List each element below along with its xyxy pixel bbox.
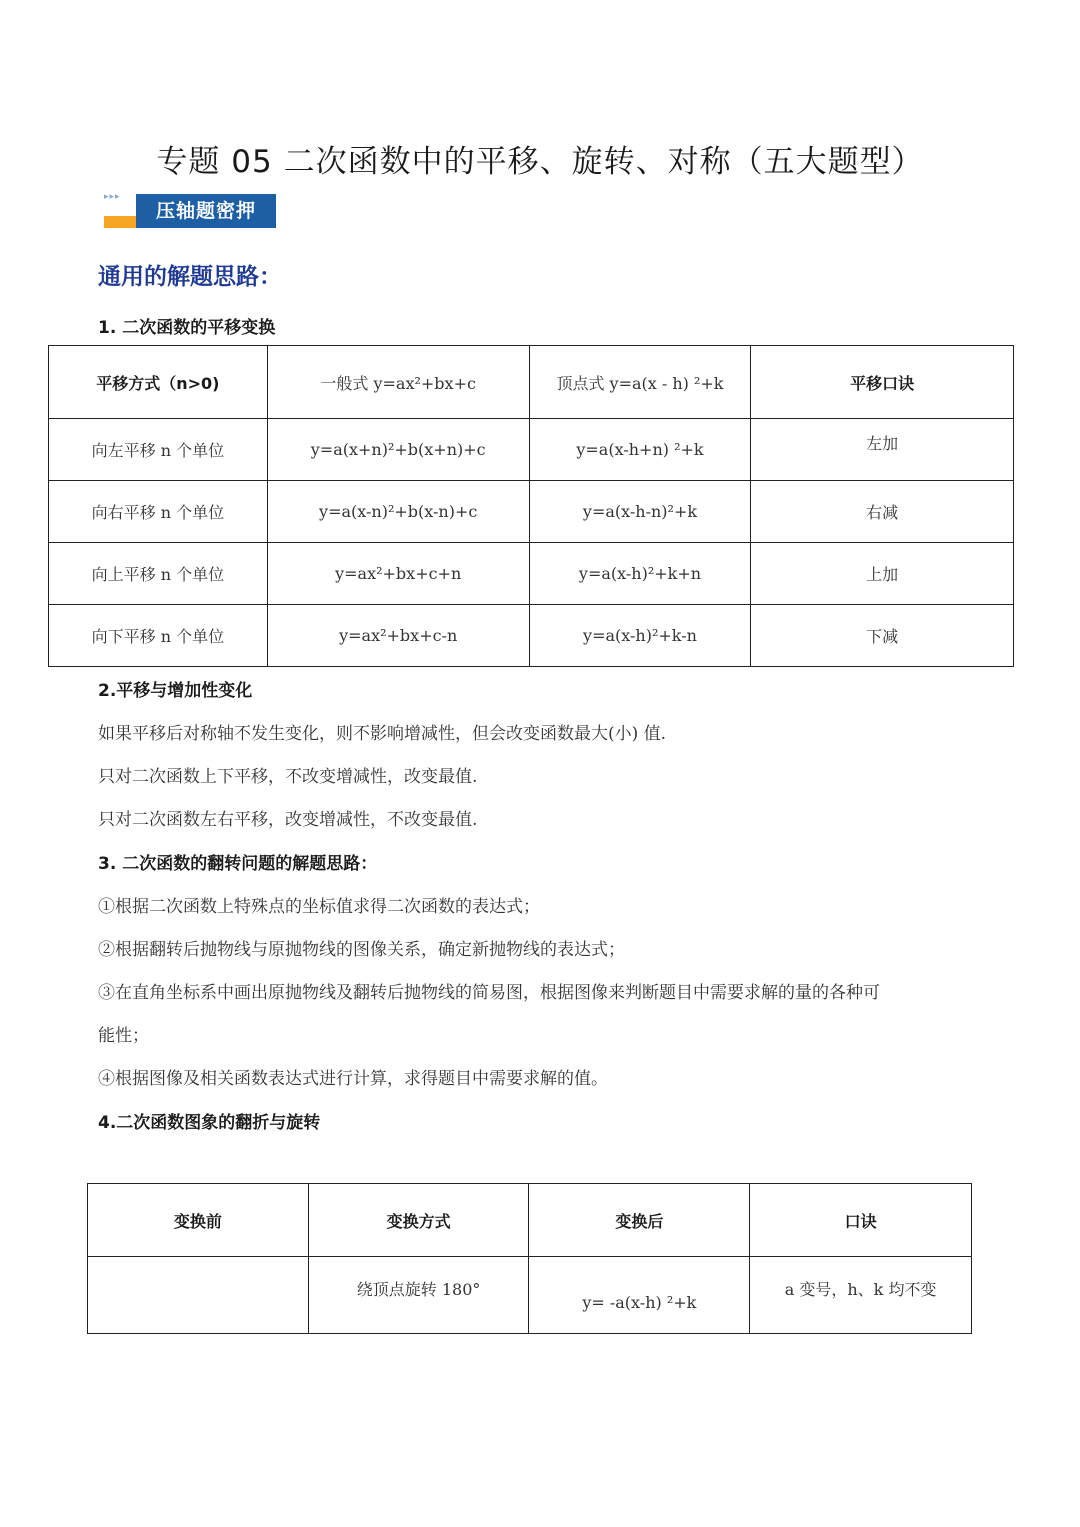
- paragraph-line: ③在直角坐标系中画出原抛物线及翻转后抛物线的简易图，根据图像来判断题目中需要求解的量的各种可: [98, 983, 880, 1003]
- table-cell: y=a(x-n)²+b(x-n)+c: [267, 481, 529, 543]
- table-cell: y=a(x-h)²+k-n: [529, 605, 751, 667]
- section2-title: 2.平移与增加性变化: [98, 681, 253, 701]
- table-row: [88, 1257, 972, 1334]
- paragraph-line: ①根据二次函数上特殊点的坐标值求得二次函数的表达式；: [98, 897, 540, 917]
- table-cell: 绕顶点旋转 180°: [308, 1257, 529, 1334]
- table-row: [49, 605, 1014, 667]
- table-header-row: [49, 346, 1014, 419]
- paragraph-line: 只对二次函数左右平移，改变增减性，不改变最值.: [98, 810, 478, 830]
- paragraph-line: 如果平移后对称轴不发生变化，则不影响增减性，但会改变函数最大(小) 值.: [98, 724, 667, 744]
- table-cell: y=ax²+bx+c-n: [267, 605, 529, 667]
- section3-title: 3. 二次函数的翻转问题的解题思路：: [98, 854, 378, 874]
- table-cell: y=a(x-h-n)²+k: [529, 481, 751, 543]
- general-heading: 通用的解题思路：: [98, 264, 282, 290]
- table-cell: 下减: [751, 605, 1014, 667]
- section1-title: 1. 二次函数的平移变换: [98, 318, 276, 338]
- table-cell: 向右平移 n 个单位: [49, 481, 268, 543]
- paragraph-line: ②根据翻转后抛物线与原抛物线的图像关系，确定新抛物线的表达式；: [98, 940, 625, 960]
- header-cell: 口诀: [750, 1184, 972, 1257]
- header-cell: 顶点式 y=a(x - h) ²+k: [529, 346, 751, 419]
- paragraph-line: 能性；: [98, 1026, 149, 1046]
- table-row: [49, 419, 1014, 481]
- page-title: 专题 05 二次函数中的平移、旋转、对称（五大题型）: [156, 144, 924, 180]
- table-cell: 向左平移 n 个单位: [49, 419, 268, 481]
- table-row: [49, 481, 1014, 543]
- table-cell: 向上平移 n 个单位: [49, 543, 268, 605]
- banner-label: 压轴题密押: [155, 200, 256, 222]
- section-banner: [100, 188, 280, 240]
- header-cell: 一般式 y=ax²+bx+c: [267, 346, 529, 419]
- header-cell: 变换前: [88, 1184, 309, 1257]
- table-cell: 向下平移 n 个单位: [49, 605, 268, 667]
- paragraph-line: ④根据图像及相关函数表达式进行计算，求得题目中需要求解的值。: [98, 1069, 608, 1089]
- header-cell: 平移方式（n>0): [49, 346, 268, 419]
- header-cell: 变换方式: [308, 1184, 529, 1257]
- table-cell: y= -a(x-h) ²+k: [529, 1257, 750, 1334]
- table-cell: 左加: [751, 419, 1014, 481]
- table-cell: [88, 1257, 309, 1334]
- header-cell: 平移口诀: [751, 346, 1014, 419]
- header-cell: 变换后: [529, 1184, 750, 1257]
- table-cell: y=a(x-h+n) ²+k: [529, 419, 751, 481]
- rotation-table: [87, 1183, 972, 1334]
- section4-title: 4.二次函数图象的翻折与旋转: [98, 1113, 321, 1133]
- table-row: [49, 543, 1014, 605]
- arrow-dots-icon: ▸▸▸: [104, 192, 121, 202]
- table-cell: y=a(x-h)²+k+n: [529, 543, 751, 605]
- paragraph-line: 只对二次函数上下平移，不改变增减性，改变最值.: [98, 767, 478, 787]
- table-cell: a 变号，h、k 均不变: [750, 1257, 972, 1334]
- translation-table: [48, 345, 1014, 667]
- table-cell: 上加: [751, 543, 1014, 605]
- table-cell: y=ax²+bx+c+n: [267, 543, 529, 605]
- table-cell: 右减: [751, 481, 1014, 543]
- table-cell: y=a(x+n)²+b(x+n)+c: [267, 419, 529, 481]
- table-header-row: [88, 1184, 972, 1257]
